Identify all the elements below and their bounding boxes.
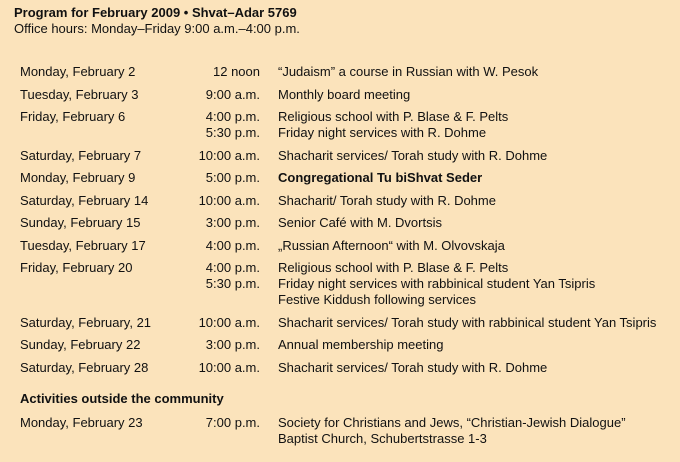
event-description-line: Shacharit services/ Torah study with R. Dohme (278, 147, 548, 163)
event-row (20, 170, 676, 186)
event-description-line: Festive Kiddush following services (278, 292, 476, 307)
event-row (20, 109, 676, 141)
event-time-line: 3:00 p.m. (205, 337, 260, 352)
event-time (178, 260, 260, 308)
event-time (178, 170, 260, 186)
event-date: Saturday, February 14 (20, 192, 149, 208)
event-description-line: Annual membership meeting (278, 337, 444, 352)
event-date: Saturday, February 28 (20, 359, 149, 375)
event-time (178, 360, 260, 376)
event-date: Tuesday, February 3 (20, 86, 139, 102)
event-time (178, 415, 260, 447)
event-list (20, 64, 676, 376)
event-description-line: Shacharit/ Torah study with R. Dohme (278, 192, 496, 208)
event-date: Monday, February 2 (20, 64, 136, 79)
event-description (278, 87, 676, 103)
event-description (278, 148, 676, 164)
event-date: Monday, February 23 (20, 414, 143, 430)
schedule-table (20, 64, 676, 453)
event-description-line: Religious school with P. Blase & F. Pelts (278, 260, 509, 275)
event-description (278, 109, 676, 141)
event-description (278, 193, 676, 209)
event-description-line: Monthly board meeting (278, 86, 411, 102)
event-date: Sunday, February 22 (20, 337, 141, 352)
event-description-line: Religious school with P. Blase & F. Pelts (278, 109, 509, 124)
event-time-line: 7:00 p.m. (205, 414, 260, 430)
event-row (20, 87, 676, 103)
event-date: Friday, February 20 (20, 260, 133, 275)
event-description (278, 64, 676, 80)
event-row (20, 260, 676, 308)
event-description-line: Senior Café with M. Dvortsis (278, 215, 442, 230)
event-date: Friday, February 6 (20, 109, 126, 124)
event-time (178, 87, 260, 103)
event-date: Tuesday, February 17 (20, 237, 146, 253)
event-time-line: 5:30 p.m. (205, 276, 260, 291)
event-row (20, 360, 676, 376)
event-row (20, 238, 676, 254)
event-time (178, 238, 260, 254)
event-time-line: 10:00 a.m. (198, 359, 260, 375)
event-time (178, 148, 260, 164)
event-row (20, 193, 676, 209)
event-description-line: „Russian Afternoon“ with M. Olvovskaja (278, 237, 505, 253)
event-description-line: Friday night services with R. Dohme (278, 125, 487, 140)
event-description (278, 337, 676, 353)
event-description (278, 360, 676, 376)
event-time (178, 215, 260, 231)
event-time-line: 10:00 a.m. (198, 147, 260, 163)
event-date: Sunday, February 15 (20, 215, 141, 230)
event-time (178, 315, 260, 331)
event-row (20, 148, 676, 164)
event-time-line: 12 noon (213, 64, 260, 79)
event-date: Saturday, February 7 (20, 147, 142, 163)
event-time-line: 5:30 p.m. (205, 125, 260, 140)
event-description-line: Shacharit services/ Torah study with R. Dohme (278, 359, 548, 375)
event-description (278, 415, 676, 447)
event-date: Monday, February 9 (20, 170, 136, 185)
office-hours: Office hours: Monday–Friday 9:00 a.m.–4:00 p.m. (14, 21, 300, 36)
event-row (20, 315, 676, 331)
event-time-line: 9:00 a.m. (205, 86, 260, 102)
event-time-line: 10:00 a.m. (198, 192, 260, 208)
event-description (278, 315, 676, 331)
event-time (178, 337, 260, 353)
event-description-line: Baptist Church, Schubertstrasse 1-3 (278, 430, 487, 446)
event-time-line: 4:00 p.m. (205, 260, 260, 275)
event-time (178, 193, 260, 209)
event-description-line: Friday night services with rabbinical student Yan Tsipris (278, 276, 596, 291)
event-date: Saturday, February, 21 (20, 314, 152, 330)
event-description-line: Congregational Tu biShvat Seder (278, 170, 483, 185)
event-time (178, 64, 260, 80)
event-time-line: 10:00 a.m. (198, 314, 260, 330)
event-time-line: 4:00 p.m. (205, 237, 260, 253)
event-time-line: 5:00 p.m. (205, 170, 260, 185)
event-time (178, 109, 260, 141)
event-description (278, 215, 676, 231)
event-time-line: 4:00 p.m. (205, 109, 260, 124)
outside-heading: Activities outside the community (20, 390, 224, 406)
event-description (278, 260, 676, 308)
program-title: Program for February 2009 • Shvat–Adar 5769 (14, 5, 297, 20)
event-description-line: Society for Christians and Jews, “Christian-Jewish Dialogue” (278, 414, 626, 430)
event-row (20, 415, 676, 447)
outside-event-list (20, 415, 676, 447)
event-description-line: Shacharit services/ Torah study with rabbinical student Yan Tsipris (278, 314, 657, 330)
event-description (278, 170, 676, 186)
event-description-line: “Judaism” a course in Russian with W. Pesok (278, 64, 539, 79)
page-header (14, 5, 300, 37)
event-time-line: 3:00 p.m. (205, 215, 260, 230)
event-row (20, 337, 676, 353)
event-row (20, 215, 676, 231)
event-row (20, 64, 676, 80)
event-description (278, 238, 676, 254)
